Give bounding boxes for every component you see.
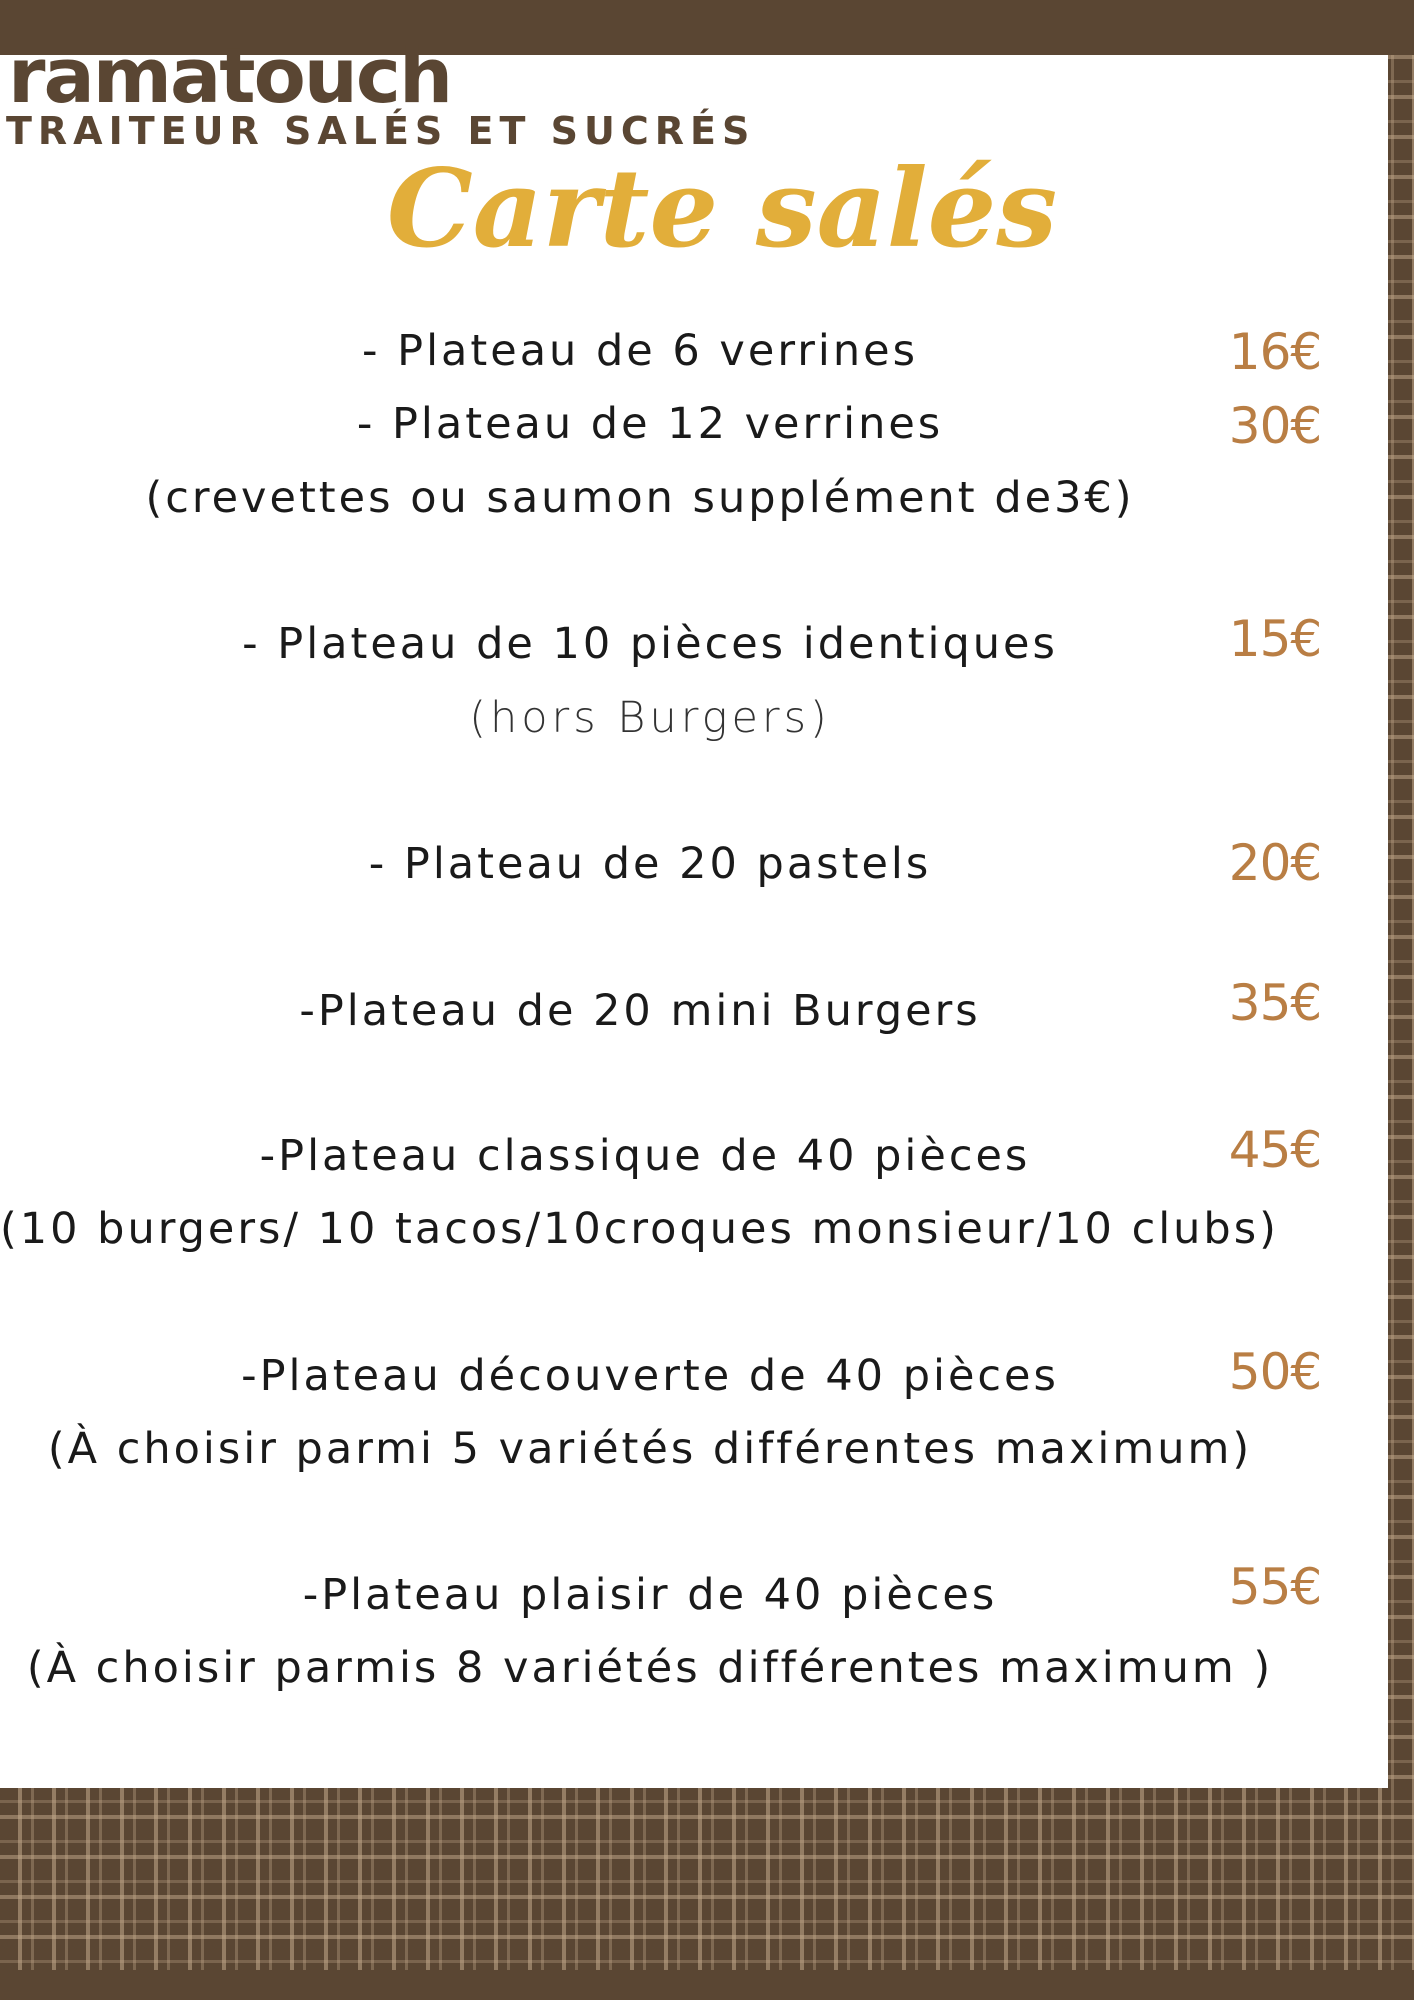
menu-item-label: - Plateau de 12 verrines bbox=[356, 399, 944, 449]
menu-item-note: (crevettes ou saumon supplément de3€) bbox=[145, 473, 1135, 523]
brand-logo: ramatouch bbox=[8, 31, 452, 120]
menu-title: Carte salés bbox=[386, 146, 1058, 272]
menu-item-note: (À choisir parmis 8 variétés différentes maximum ) bbox=[26, 1643, 1274, 1693]
menu-item-note: (10 burgers/ 10 tacos/10croques monsieur/10 clubs) bbox=[0, 1204, 1279, 1254]
menu-item-label: -Plateau classique de 40 pièces bbox=[259, 1131, 1031, 1181]
menu-item-price: 15€ bbox=[1228, 610, 1322, 668]
menu-item-label: - Plateau de 10 pièces identiques bbox=[242, 619, 1058, 669]
menu-item-price: 55€ bbox=[1228, 1558, 1322, 1616]
menu-item-price: 45€ bbox=[1228, 1121, 1322, 1179]
bottom-border bbox=[0, 1970, 1414, 2000]
menu-item-price: 35€ bbox=[1228, 974, 1322, 1032]
menu-item-label: -Plateau de 20 mini Burgers bbox=[299, 986, 981, 1036]
menu-item-label: -Plateau découverte de 40 pièces bbox=[241, 1351, 1059, 1401]
menu-item-label: - Plateau de 20 pastels bbox=[368, 839, 932, 889]
menu-item-label: - Plateau de 6 verrines bbox=[361, 326, 918, 376]
menu-panel bbox=[0, 55, 1388, 1788]
brand-tagline: TRAITEUR SALÉS ET SUCRÉS bbox=[6, 109, 756, 153]
menu-item-note: (hors Burgers) bbox=[469, 693, 831, 743]
menu-item-price: 50€ bbox=[1228, 1343, 1322, 1401]
menu-item-price: 20€ bbox=[1228, 834, 1322, 892]
menu-item-price: 30€ bbox=[1228, 397, 1322, 455]
menu-item-note: (À choisir parmi 5 variétés différentes maximum) bbox=[47, 1424, 1253, 1474]
menu-item-label: -Plateau plaisir de 40 pièces bbox=[302, 1570, 998, 1620]
menu-item-price: 16€ bbox=[1228, 323, 1322, 381]
